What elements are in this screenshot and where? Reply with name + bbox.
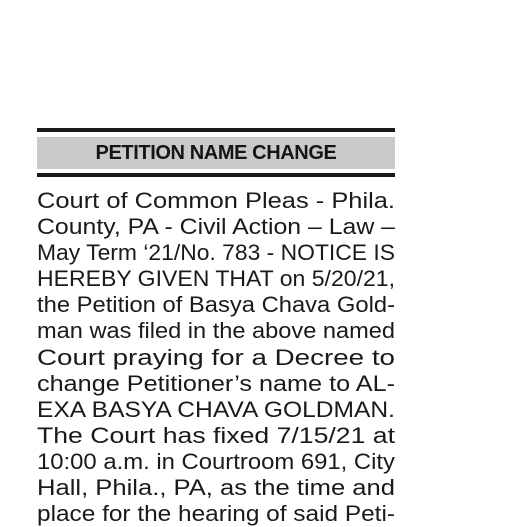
body-line: the Petition of Basya Chava Gold- bbox=[37, 292, 396, 318]
body-line: County, PA - Civil Action – Law – bbox=[37, 214, 395, 240]
notice-body bbox=[37, 188, 395, 527]
body-line: 10:00 a.m. in Courtroom 691, City bbox=[37, 448, 395, 474]
notice-heading: PETITION NAME CHANGE bbox=[95, 141, 337, 164]
body-line: EXA BASYA CHAVA GOLDMAN. bbox=[37, 396, 395, 422]
heading-band bbox=[37, 137, 395, 169]
body-line: Court praying for a Decree to bbox=[37, 344, 396, 370]
body-line: change Petitioner’s name to AL- bbox=[37, 370, 395, 396]
bottom-rule bbox=[37, 173, 395, 177]
body-line: The Court has fixed 7/15/21 at bbox=[37, 422, 396, 448]
body-line: Hall, Phila., PA, as the time and bbox=[37, 475, 396, 501]
body-line: Court of Common Pleas - Phila. bbox=[37, 188, 396, 213]
body-line: man was filed in the above named bbox=[37, 318, 396, 344]
top-rule bbox=[37, 128, 395, 132]
body-line: May Term ‘21/No. 783 - NOTICE IS bbox=[37, 240, 396, 266]
body-line: place for the hearing of said Peti- bbox=[37, 501, 395, 527]
body-line: HEREBY GIVEN THAT on 5/20/21, bbox=[37, 266, 395, 292]
legal-notice bbox=[37, 128, 396, 527]
